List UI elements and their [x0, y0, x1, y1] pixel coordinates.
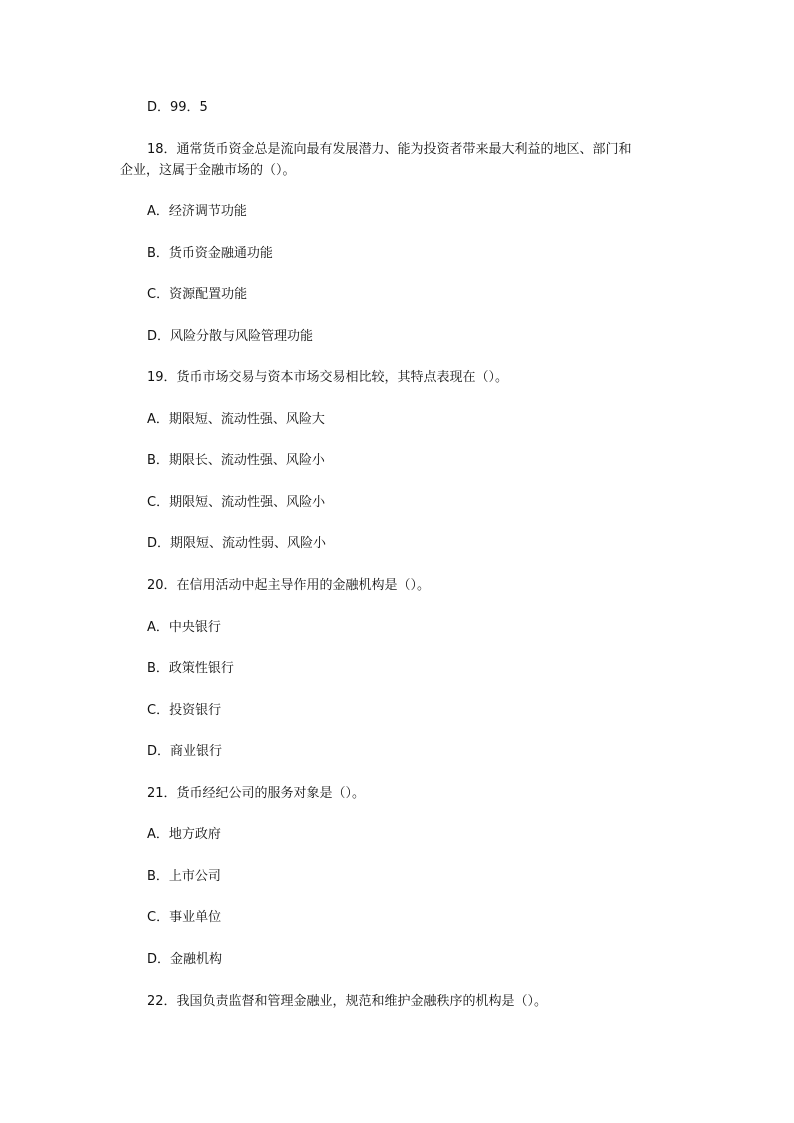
option-a-q18: A．经济调节功能	[147, 204, 247, 219]
option-a-q21: A．地方政府	[147, 827, 221, 842]
question-20: 20．在信用活动中起主导作用的金融机构是（）。	[147, 578, 431, 593]
option-a-q19: A．期限短、流动性强、风险大	[147, 412, 325, 427]
option-d-q18: D．风险分散与风险管理功能	[147, 329, 314, 344]
option-b-q21: B．上市公司	[147, 869, 221, 884]
option-c-q21: C．事业单位	[147, 910, 222, 925]
question-18-line-1: 18．通常货币资金总是流向最有发展潜力、能为投资者带来最大利益的地区、部门和	[147, 142, 632, 157]
option-d-q17: D．99．5	[147, 100, 208, 115]
option-b-q18: B．货币资金融通功能	[147, 246, 273, 261]
question-18-line-2: 企业，这属于金融市场的（）。	[120, 163, 296, 178]
option-c-q19: C．期限短、流动性强、风险小	[147, 495, 326, 510]
option-a-q20: A．中央银行	[147, 620, 221, 635]
option-d-q19: D．期限短、流动性弱、风险小	[147, 536, 327, 551]
option-d-q20: D．商业银行	[147, 744, 223, 759]
question-19: 19．货币市场交易与资本市场交易相比较，其特点表现在（）。	[147, 370, 509, 385]
question-21: 21．货币经纪公司的服务对象是（）。	[147, 786, 366, 801]
option-d-q21: D．金融机构	[147, 952, 223, 967]
option-b-q20: B．政策性银行	[147, 661, 234, 676]
option-b-q19: B．期限长、流动性强、风险小	[147, 453, 325, 468]
option-c-q18: C．资源配置功能	[147, 287, 248, 302]
question-22: 22．我国负责监督和管理金融业，规范和维护金融秩序的机构是（）。	[147, 994, 548, 1009]
option-c-q20: C．投资银行	[147, 703, 222, 718]
